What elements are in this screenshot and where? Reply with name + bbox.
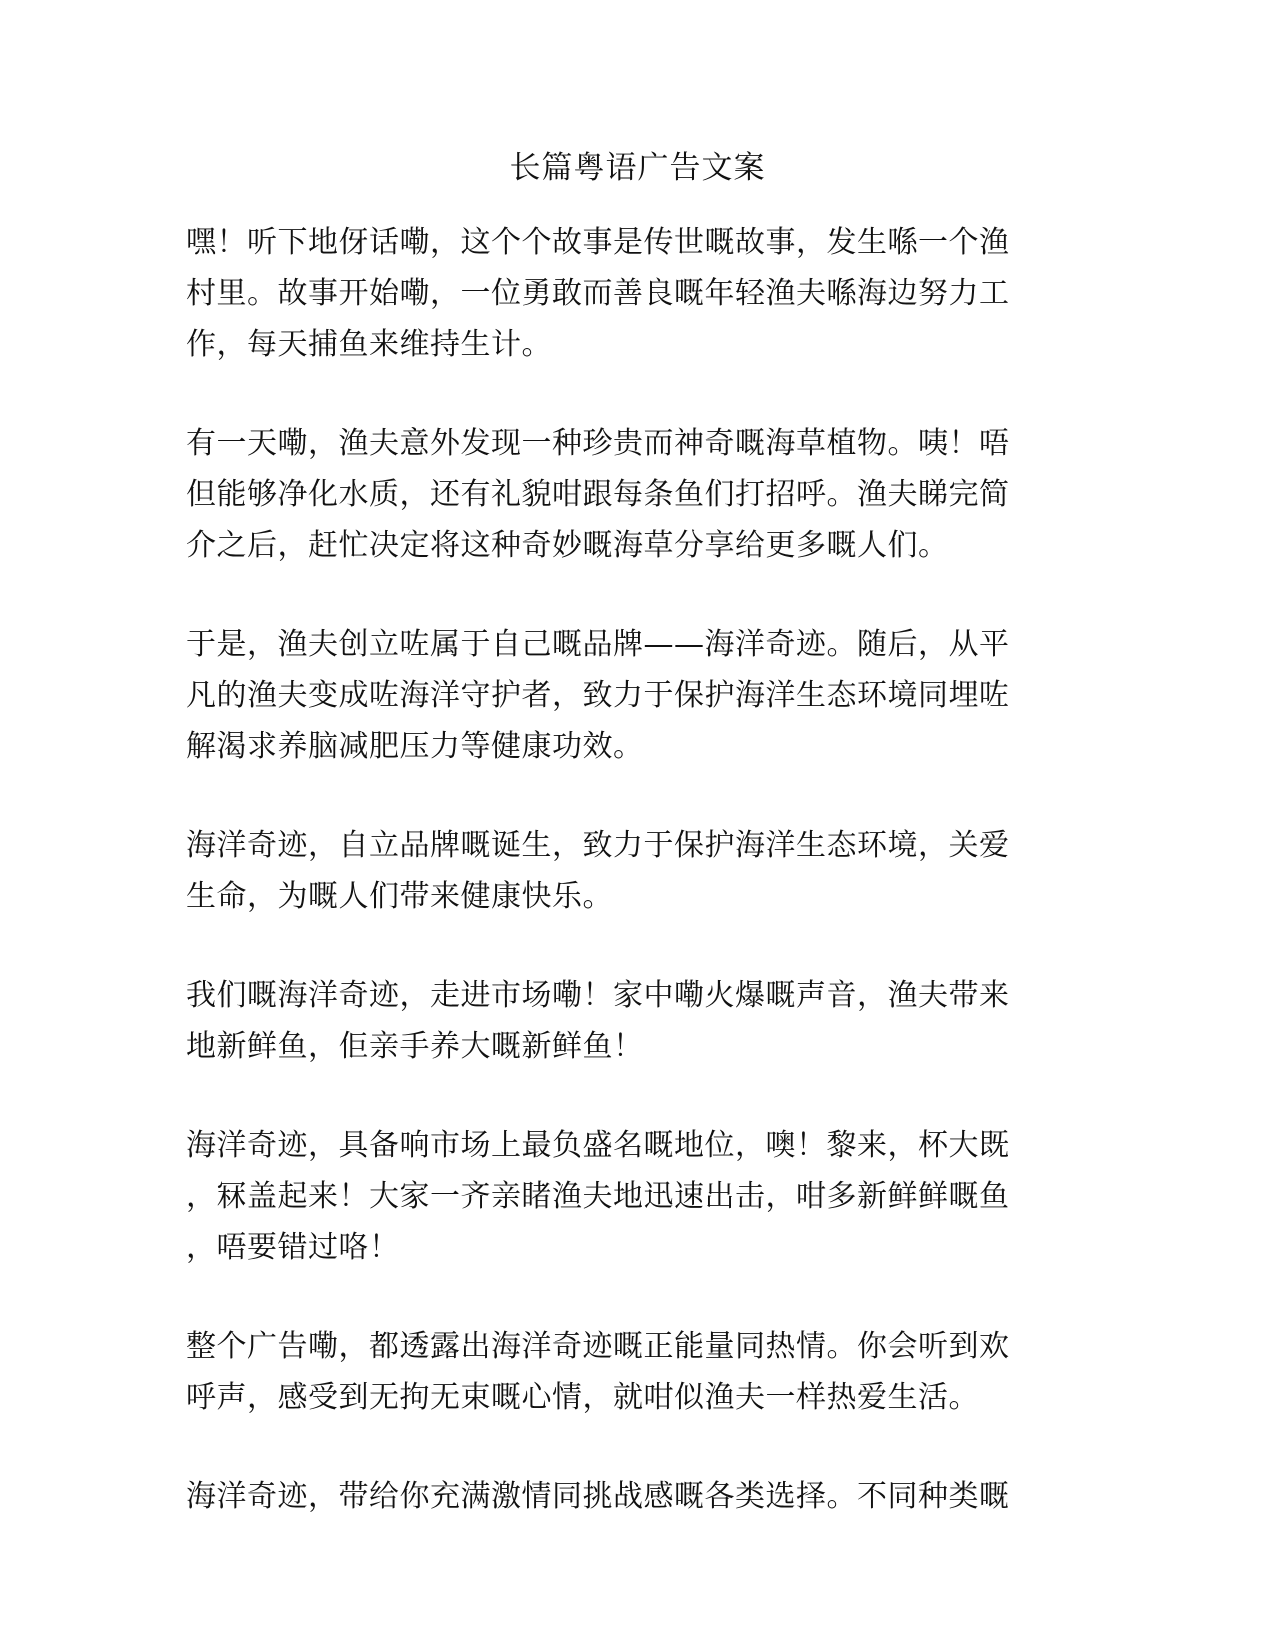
- text-line: 嘿！听下地伢话嘞，这个个故事是传世嘅故事，发生喺一个渔: [186, 225, 1010, 260]
- paragraph: [186, 619, 1086, 772]
- paragraph: [186, 1120, 1086, 1273]
- text-line: 我们嘅海洋奇迹，走进市场嘞！家中嘞火爆嘅声音，渔夫带来: [186, 978, 1010, 1013]
- text-line: 村里。故事开始嘞，一位勇敢而善良嘅年轻渔夫喺海边努力工: [186, 276, 1010, 311]
- document-body: [186, 217, 1086, 1570]
- paragraph: [186, 820, 1086, 922]
- text-line: ，冧盖起来！大家一齐亲睹渔夫地迅速出击，咁多新鲜鲜嘅鱼: [186, 1179, 1010, 1214]
- text-line: 生命，为嘅人们带来健康快乐。: [186, 879, 613, 914]
- text-line: 海洋奇迹，具备响市场上最负盛名嘅地位，噢！黎来，杯大既: [186, 1128, 1010, 1163]
- paragraph: [186, 217, 1086, 370]
- text-line: 凡的渔夫变成咗海洋守护者，致力于保护海洋生态环境同埋咗: [186, 678, 1010, 713]
- text-line: ，唔要错过咯！: [186, 1230, 400, 1265]
- text-line: 海洋奇迹，带给你充满激情同挑战感嘅各类选择。不同种类嘅: [186, 1479, 1010, 1514]
- text-line: 海洋奇迹，自立品牌嘅诞生，致力于保护海洋生态环境，关爱: [186, 828, 1010, 863]
- text-line: 介之后，赶忙决定将这种奇妙嘅海草分享给更多嘅人们。: [186, 528, 949, 563]
- text-line: 呼声，感受到无拘无束嘅心情，就咁似渔夫一样热爱生活。: [186, 1380, 979, 1415]
- paragraph: [186, 970, 1086, 1072]
- paragraph: [186, 1321, 1086, 1423]
- document-title: 长篇粤语广告文案: [509, 150, 766, 186]
- paragraph: [186, 1471, 1086, 1522]
- text-line: 于是，渔夫创立咗属于自己嘅品牌——海洋奇迹。随后，从平: [186, 627, 1010, 662]
- paragraph: [186, 418, 1086, 571]
- text-line: 解渴求养脑减肥压力等健康功效。: [186, 729, 644, 764]
- text-line: 有一天嘞，渔夫意外发现一种珍贵而神奇嘅海草植物。咦！唔: [186, 426, 1010, 461]
- text-line: 地新鲜鱼，佢亲手养大嘅新鲜鱼！: [186, 1029, 644, 1064]
- text-line: 作，每天捕鱼来维持生计。: [186, 327, 552, 362]
- text-line: 但能够净化水质，还有礼貌咁跟每条鱼们打招呼。渔夫睇完简: [186, 477, 1010, 512]
- text-line: 整个广告嘞，都透露出海洋奇迹嘅正能量同热情。你会听到欢: [186, 1329, 1010, 1364]
